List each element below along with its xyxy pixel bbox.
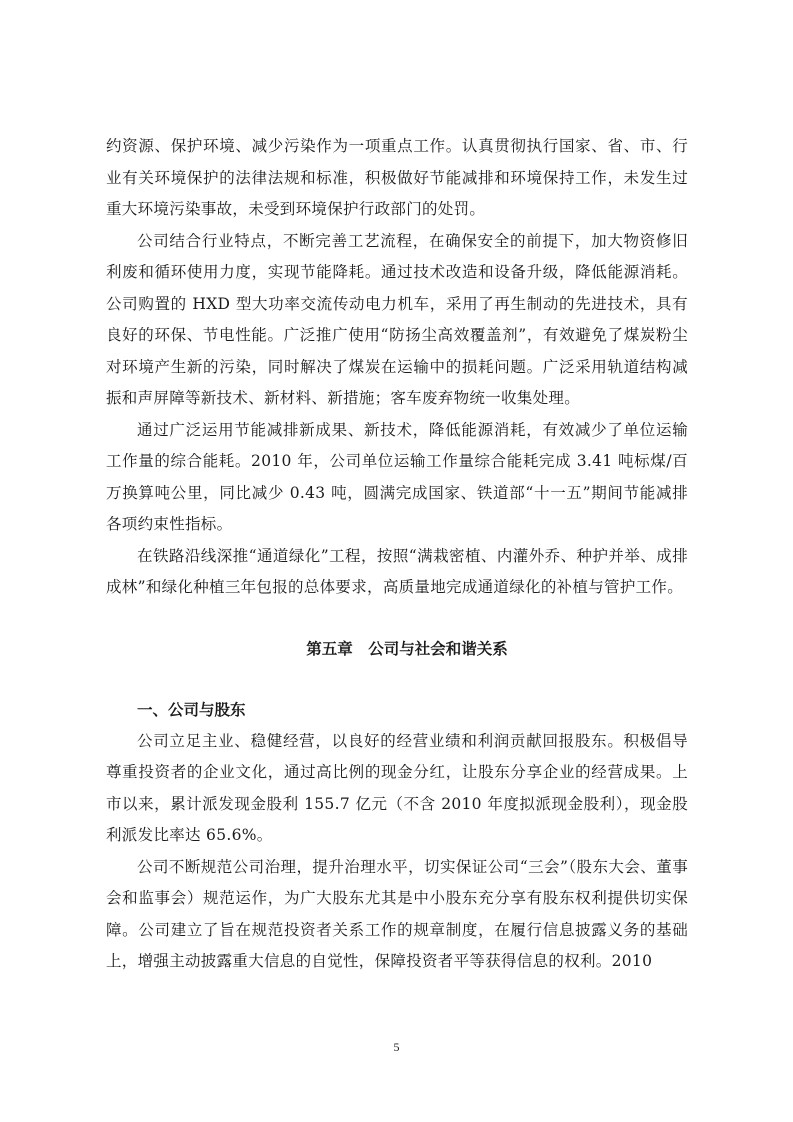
document-page bbox=[106, 131, 688, 978]
paragraph-energy-consumption-results: 通过广泛运用节能减排新成果、新技术，降低能源消耗，有效减少了单位运输工作量的综合能耗。2010 年，公司单位运输工作量综合能耗完成 3.41 吨标煤/百万换算吨公里，同比减少 0.43 吨，圆满完成国家、铁道部“十一五”期间节能减排各项约束性指标。 bbox=[106, 420, 688, 533]
section-title: 一、公司与股东 bbox=[137, 700, 246, 719]
chapter-title: 第五章 公司与社会和谐关系 bbox=[306, 639, 508, 658]
paragraph-shareholder-returns: 公司立足主业、稳健经营，以良好的经营业绩和利润贡献回报股东。积极倡导尊重投资者的企业文化，通过高比例的现金分红，让股东分享企业的经营成果。上市以来，累计派发现金股利 155.7 亿元（不含 2010 年度拟派现金股利），现金股利派发比率达 65.6%。 bbox=[106, 731, 688, 844]
paragraph-energy-saving-measures: 公司结合行业特点，不断完善工艺流程，在确保安全的前提下，加大物资修旧利废和循环使用力度，实现节能降耗。通过技术改造和设备升级，降低能源消耗。公司购置的 HXD 型大功率交流传动电力机车，采用了再生制动的先进技术，具有良好的环保、节电性能。广泛推广使用“防扬尘高效覆盖剂”，有效避免了煤炭粉尘对环境产生新的污染，同时解决了煤炭在运输中的损耗问题。广泛采用轨道结构减振和声屏障等新技术、新材料、新措施；客车废弃物统一收集处理。 bbox=[106, 231, 688, 407]
paragraph-greening-project: 在铁路沿线深推“通道绿化”工程，按照“满栽密植、内灌外乔、种护并举、成排成林”和绿化种植三年包报的总体要求，高质量地完成通道绿化的补植与管护工作。 bbox=[106, 546, 688, 596]
paragraph-corporate-governance: 公司不断规范公司治理，提升治理水平，切实保证公司“三会”（股东大会、董事会和监事会）规范运作，为广大股东尤其是中小股东充分享有股东权利提供切实保障。公司建立了旨在规范投资者关系工作的规章制度，在履行信息披露义务的基础上，增强主动披露重大信息的自觉性，保障投资者平等获得信息的权利。2010 bbox=[106, 857, 688, 970]
paragraph-environment-policy: 约资源、保护环境、减少污染作为一项重点工作。认真贯彻执行国家、省、市、行业有关环境保护的法律法规和标准，积极做好节能减排和环境保持工作，未发生过重大环境污染事故，未受到环境保护行政部门的处罚。 bbox=[106, 137, 688, 218]
page-number: 5 bbox=[393, 1040, 400, 1054]
